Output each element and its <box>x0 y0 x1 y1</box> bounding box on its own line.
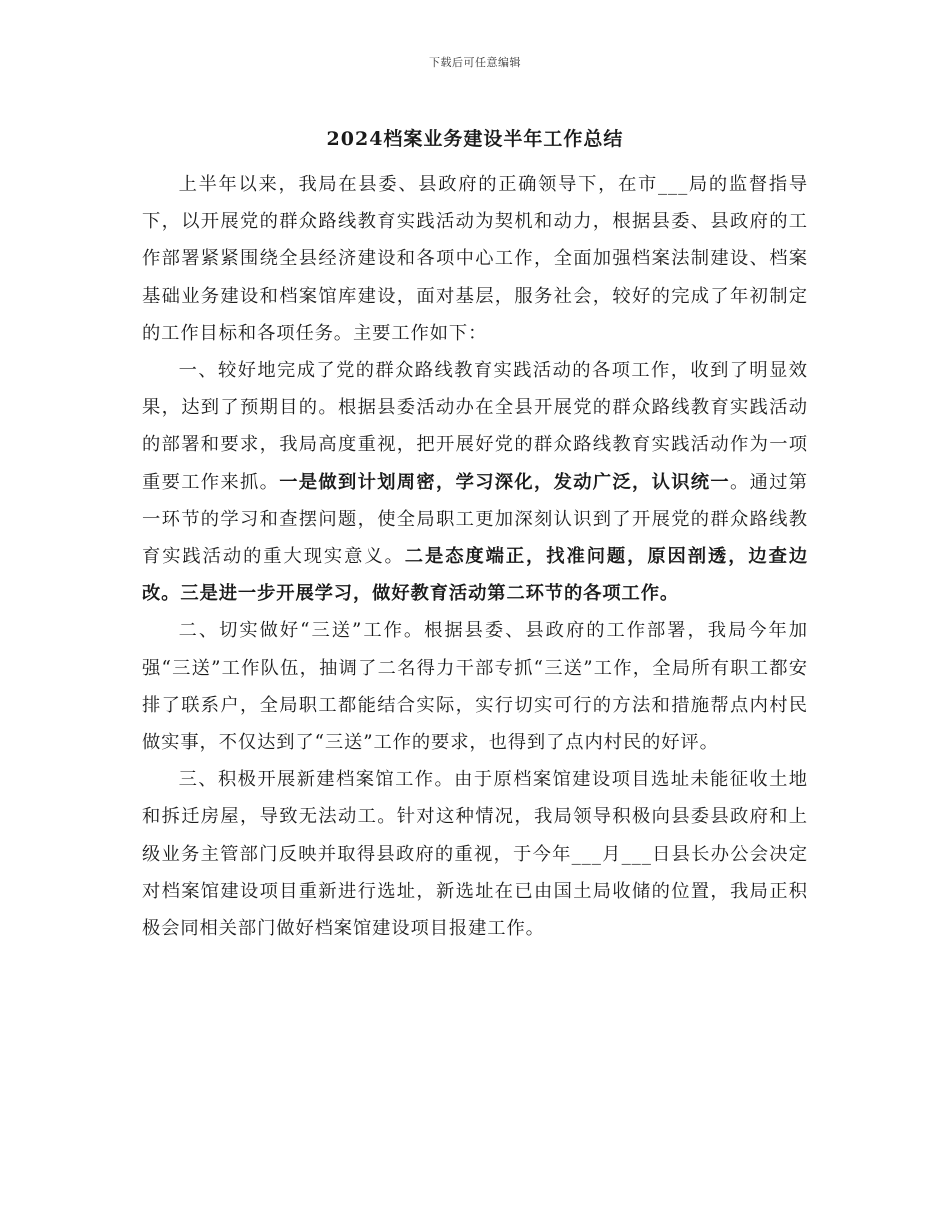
paragraph-text: 。通过第一环节的学习和查摆问题，使全局职工更加深刻认识到了开展党的群众路线教育实践活动的重大现实意义。 <box>142 471 808 568</box>
paragraph-section-1 <box>142 352 808 612</box>
paragraph-section-2 <box>142 612 808 761</box>
document-title: 2024档案业务建设半年工作总结 <box>326 128 624 150</box>
bold-highlight: 一是做到计划周密，学习深化，发动广泛，认识统一 <box>279 471 730 493</box>
paragraph-text: 上半年以来，我局在县委、县政府的正确领导下，在市___局的监督指导下，以开展党的群众路线教育实践活动为契机和动力，根据县委、县政府的工作部署紧紧围绕全县经济建设和各项中心工作，全面加强档案法制建设、档案基础业务建设和档案馆库建设，面对基层，服务社会，较好的完成了年初制定的工作目标和各项任务。主要工作如下： <box>142 174 808 344</box>
paragraph-text: 一、较好地完成了党的群众路线教育实践活动的各项工作，收到了明显效果，达到了预期目的。根据县委活动办在全县开展党的群众路线教育实践活动的部署和要求，我局高度重视，把开展好党的群众路线教育实践活动作为一项重要工作来抓。 <box>142 360 808 493</box>
document-body <box>142 166 808 947</box>
header-note: 下载后可任意编辑 <box>429 56 521 69</box>
bold-highlight: 二是态度端正，找准问题，原因剖透，边查边改。三是进一步开展学习，做好教育活动第二环节的各项工作。 <box>142 546 809 605</box>
paragraph-section-3 <box>142 761 808 947</box>
paragraph-text: 二、切实做好“三送”工作。根据县委、县政府的工作部署，我局今年加强“三送”工作队伍，抽调了二名得力干部专抓“三送”工作，全局所有职工都安排了联系户，全局职工都能结合实际，实行切实可行的方法和措施帮点内村民做实事，不仅达到了“三送”工作的要求，也得到了点内村民的好评。 <box>142 620 808 754</box>
paragraph-text: 三、积极开展新建档案馆工作。由于原档案馆建设项目选址未能征收土地和拆迁房屋，导致无法动工。针对这种情况，我局领导积极向县委县政府和上级业务主管部门反映并取得县政府的重视，于今年___月___日县长办公会决定对档案馆建设项目重新进行选址，新选址在已由国土局收储的位置，我局正积极会同相关部门做好档案馆建设项目报建工作。 <box>142 769 808 940</box>
paragraph-intro <box>142 166 808 352</box>
